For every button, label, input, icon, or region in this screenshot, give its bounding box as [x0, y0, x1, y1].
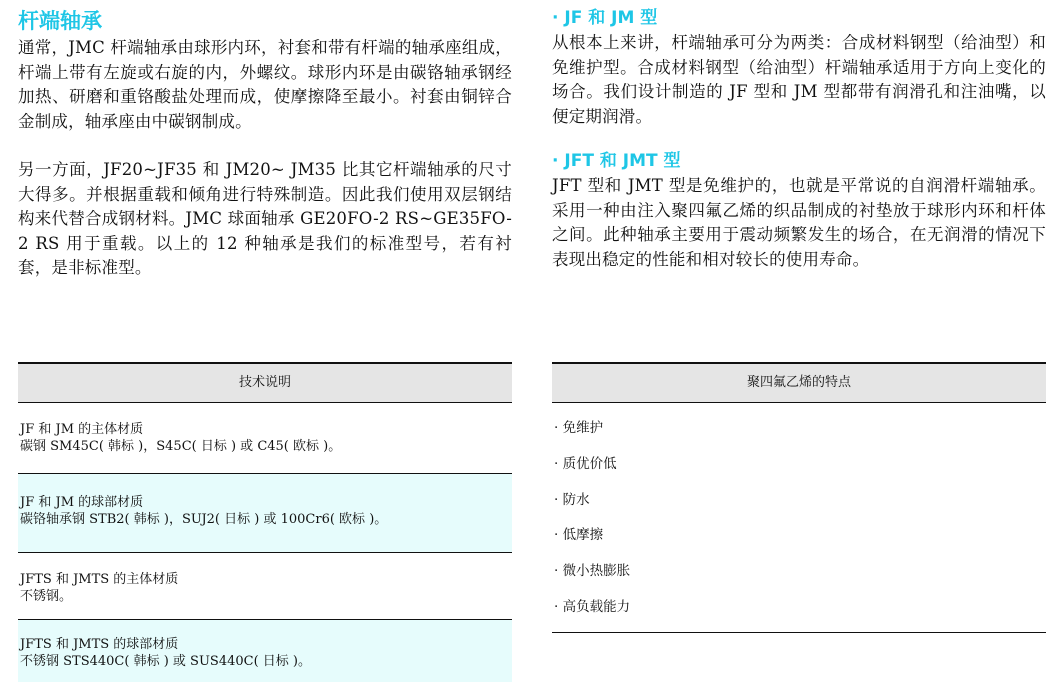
spec-table-header: 技术说明 — [18, 362, 512, 403]
spec-label: JF 和 JM 的球部材质 — [20, 495, 144, 510]
feature-list — [552, 403, 1046, 633]
detail-paragraph: 另一方面，JF20~JF35 和 JM20~ JM35 比其它杆端轴承的尺寸大得多。并根据重载和倾角进行特殊制造。因此我们使用双层钢结构来代替合成钢材料。JMC 球面轴承 GE20FO-2 RS~GE35FO-2 RS 用于重载。以上的 12 种轴承是我们的标准型号，若有衬套，是非标准型。 — [18, 160, 512, 277]
table-row — [18, 403, 512, 474]
jft-jmt-section-text: JFT 型和 JMT 型是免维护的，也就是平常说的自润滑杆端轴承。采用一种由注入聚四氟乙烯的织品制成的衬垫放于球形内环和杆体之间。此种轴承主要用于震动频繁发生的场合，在无润滑的情况下表现出稳定的性能和相对较长的使用寿命。 — [552, 176, 1046, 269]
spec-table — [18, 362, 512, 682]
table-row — [18, 553, 512, 620]
list-item: · 低摩擦 — [554, 527, 604, 544]
list-item: · 高负载能力 — [554, 598, 631, 615]
left-column — [18, 0, 512, 281]
table-row — [18, 474, 512, 553]
spec-value: 碳钢 SM45C( 韩标 )，S45C( 日标 ) 或 C45( 欧标 )。 — [20, 439, 342, 454]
spec-label: JFTS 和 JMTS 的主体材质 — [20, 572, 179, 587]
jf-jm-section-title: · JF 和 JM 型 — [552, 8, 658, 28]
spec-label: JF 和 JM 的主体材质 — [20, 422, 144, 437]
ptfe-table-header: 聚四氟乙烯的特点 — [552, 362, 1046, 403]
spec-value: 不锈钢。 — [20, 589, 73, 604]
right-column — [552, 0, 1046, 272]
jf-jm-section-text: 从根本上来讲，杆端轴承可分为两类：合成材料钢型（给油型）和免维护型。合成材料钢型（给油型）杆端轴承适用于方向上变化的场合。我们设计制造的 JF 型和 JM 型都带有润滑孔和注油嘴，以便定期润滑。 — [552, 33, 1046, 126]
table-row — [18, 620, 512, 682]
list-item: · 防水 — [554, 491, 590, 508]
intro-paragraph: 通常，JMC 杆端轴承由球形内环，衬套和带有杆端的轴承座组成，杆端上带有左旋或右旋的内，外螺纹。球形内环是由碳铬轴承钢经加热、研磨和重铬酸盐处理而成，使摩擦降至最小。衬套由铜锌合金制成，轴承座由中碳钢制成。 — [18, 38, 512, 131]
ptfe-features-table — [552, 362, 1046, 633]
spec-value: 碳铬轴承钢 STB2( 韩标 )，SUJ2( 日标 ) 或 100Cr6( 欧标 )。 — [20, 512, 388, 527]
list-item: · 免维护 — [554, 420, 604, 436]
list-item: · 微小热膨胀 — [554, 563, 631, 580]
spec-label: JFTS 和 JMTS 的球部材质 — [20, 637, 179, 652]
list-item: · 质优价低 — [554, 455, 617, 472]
page-title: 杆端轴承 — [18, 9, 102, 33]
jft-jmt-section-title: · JFT 和 JMT 型 — [552, 151, 681, 171]
spec-value: 不锈钢 STS440C( 韩标 ) 或 SUS440C( 日标 )。 — [20, 654, 311, 669]
